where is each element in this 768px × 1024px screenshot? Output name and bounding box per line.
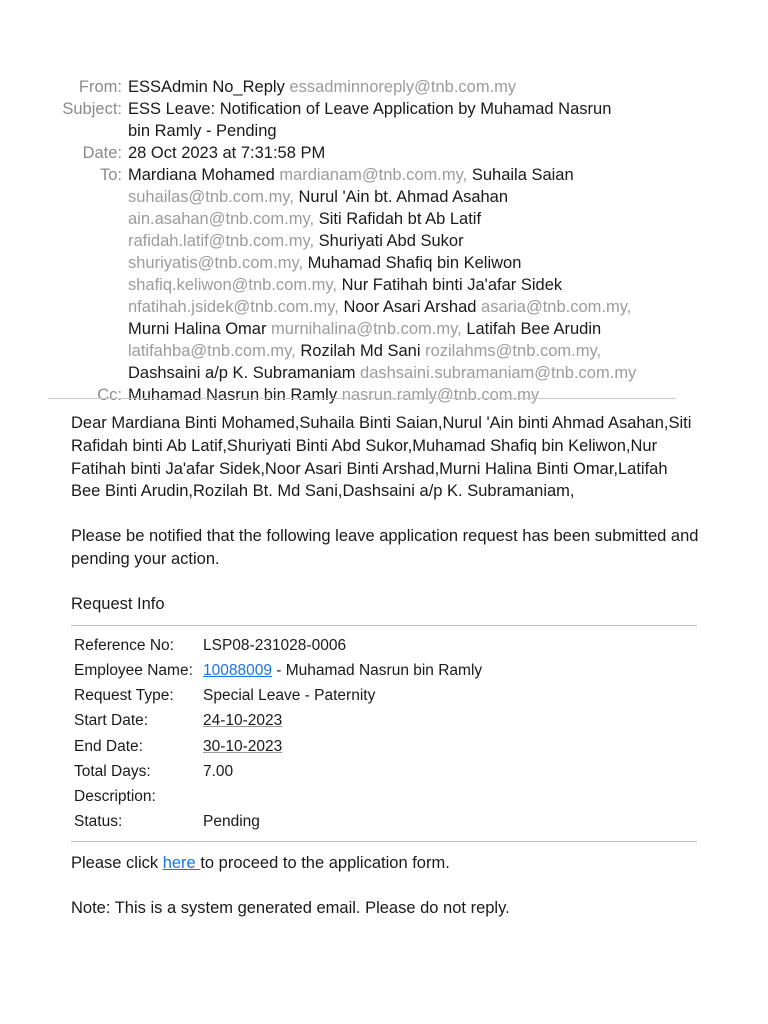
date-value: 28 Oct 2023 at 7:31:58 PM: [128, 144, 326, 162]
type-label: Request Type:: [74, 687, 174, 705]
total-days-value: 7.00: [203, 762, 234, 780]
email-header: [0, 76, 700, 406]
table-row: [71, 785, 482, 810]
employee-id-link[interactable]: 10088009: [203, 661, 272, 679]
from-row: [0, 76, 700, 98]
request-info-top-rule: [71, 625, 697, 626]
subject-text: [128, 98, 668, 142]
table-row: [71, 709, 482, 734]
click-instruction: [71, 852, 701, 875]
start-date-value[interactable]: 24-10-2023: [203, 712, 283, 730]
email-body: [71, 412, 701, 920]
cc-row: [0, 384, 700, 406]
request-info-heading: Request Info: [71, 594, 165, 613]
recipient-name[interactable]: Noor Asari Arshad: [338, 298, 482, 316]
recipient-line: [128, 232, 464, 250]
subject-line-1: ESS Leave: Notification of Leave Application by Muhamad Nasrun: [128, 100, 612, 118]
recipient-line: [128, 166, 574, 184]
recipient-line: [128, 254, 521, 272]
recipient-line: [128, 188, 508, 206]
subject-label: Subject:: [62, 100, 122, 118]
date-label: Date:: [82, 144, 122, 162]
table-row: [71, 634, 482, 659]
request-info-bottom-rule: [71, 841, 697, 842]
recipient-email[interactable]: suhailas@tnb.com.my,: [128, 188, 294, 206]
click-text-pre: Please click: [71, 854, 163, 873]
description-value: [203, 785, 482, 810]
type-value: Special Leave - Paternity: [203, 687, 376, 705]
from-label: From:: [78, 78, 122, 96]
recipient-email[interactable]: shuriyatis@tnb.com.my,: [128, 254, 304, 272]
end-date-label: End Date:: [74, 737, 143, 755]
table-row: [71, 810, 482, 835]
ref-label: Reference No:: [74, 636, 174, 654]
recipient-name[interactable]: Rozilah Md Sani: [295, 342, 426, 360]
employee-name: - Muhamad Nasrun bin Ramly: [271, 661, 483, 679]
recipient-email[interactable]: nfatihah.jsidek@tnb.com.my,: [128, 298, 339, 316]
recipient-name[interactable]: Murni Halina Omar: [128, 320, 272, 338]
employee-label: Employee Name:: [74, 661, 193, 679]
cc-name[interactable]: Muhamad Nasrun bin Ramly: [128, 386, 338, 404]
status-value: Pending: [203, 813, 260, 831]
recipient-name[interactable]: Muhamad Shafiq bin Keliwon: [303, 254, 522, 272]
recipient-email[interactable]: rafidah.latif@tnb.com.my,: [128, 232, 315, 250]
recipient-name[interactable]: Latifah Bee Arudin: [461, 320, 602, 338]
total-days-label: Total Days:: [74, 762, 151, 780]
recipient-email[interactable]: dashsaini.subramaniam@tnb.com.my: [360, 364, 637, 382]
to-label: To:: [99, 166, 122, 184]
table-row: [71, 760, 482, 785]
recipient-email[interactable]: latifahba@tnb.com.my,: [128, 342, 296, 360]
recipient-email[interactable]: mardianam@tnb.com.my,: [279, 166, 468, 184]
recipient-email[interactable]: ain.asahan@tnb.com.my,: [128, 210, 315, 228]
header-divider: [48, 398, 676, 399]
request-table: [71, 634, 482, 836]
end-date-value[interactable]: 30-10-2023: [203, 737, 283, 755]
recipient-email[interactable]: murnihalina@tnb.com.my,: [271, 320, 462, 338]
recipient-line: [128, 210, 481, 228]
recipient-email[interactable]: rozilahms@tnb.com.my,: [425, 342, 602, 360]
recipient-name[interactable]: Dashsaini a/p K. Subramaniam: [128, 364, 361, 382]
subject-line-2: bin Ramly - Pending: [128, 122, 277, 140]
recipient-line: [128, 276, 562, 294]
date-row: [0, 142, 700, 164]
description-label: Description:: [74, 787, 156, 805]
table-row: [71, 659, 482, 684]
recipient-line: [128, 320, 601, 338]
recipient-email[interactable]: shafiq.keliwon@tnb.com.my,: [128, 276, 338, 294]
recipient-name[interactable]: Mardiana Mohamed: [128, 166, 280, 184]
click-text-post: to proceed to the application form.: [200, 854, 450, 873]
start-date-label: Start Date:: [74, 712, 149, 730]
to-row: [0, 164, 700, 384]
recipient-name[interactable]: Nurul 'Ain bt. Ahmad Asahan: [293, 188, 509, 206]
recipient-name[interactable]: Nur Fatihah binti Ja'afar Sidek: [337, 276, 563, 294]
subject-row: [0, 98, 700, 142]
recipient-line: [128, 298, 631, 316]
greeting: Dear Mardiana Binti Mohamed,Suhaila Binti Saian,Nurul 'Ain binti Ahmad Asahan,Siti Rafidah binti Ab Latif,Shuriyati Binti Abd Sukor,Muhamad Shafiq bin Keliwon,Nur Fatihah binti Ja'afar Sidek,Noor Asari Binti Arshad,Murni Halina Binti Omar,Latifah Bee Binti Arudin,Rozilah Bt. Md Sani,Dashsaini a/p K. Subramaniam,: [71, 414, 692, 501]
recipient-line: [128, 364, 636, 382]
here-link[interactable]: here: [162, 854, 201, 873]
recipient-name[interactable]: Suhaila Saian: [467, 166, 574, 184]
sender-name[interactable]: ESSAdmin No_Reply: [128, 78, 285, 96]
cc-email[interactable]: nasrun.ramly@tnb.com.my: [341, 386, 540, 404]
recipient-line: [128, 342, 601, 360]
cc-label: Cc:: [97, 386, 122, 404]
recipient-name[interactable]: Shuriyati Abd Sukor: [314, 232, 464, 250]
recipient-email[interactable]: asaria@tnb.com.my,: [481, 298, 632, 316]
table-row: [71, 684, 482, 709]
ref-value: LSP08-231028-0006: [203, 636, 347, 654]
system-note: Note: This is a system generated email. Please do not reply.: [71, 898, 510, 917]
recipient-name[interactable]: Siti Rafidah bt Ab Latif: [314, 210, 482, 228]
recipient-list: [128, 164, 668, 384]
table-row: [71, 734, 482, 759]
sender-email[interactable]: essadminnoreply@tnb.com.my: [289, 78, 517, 96]
notice-text: Please be notified that the following leave application request has been submitted and pending your action.: [71, 527, 699, 568]
status-label: Status:: [74, 813, 123, 831]
